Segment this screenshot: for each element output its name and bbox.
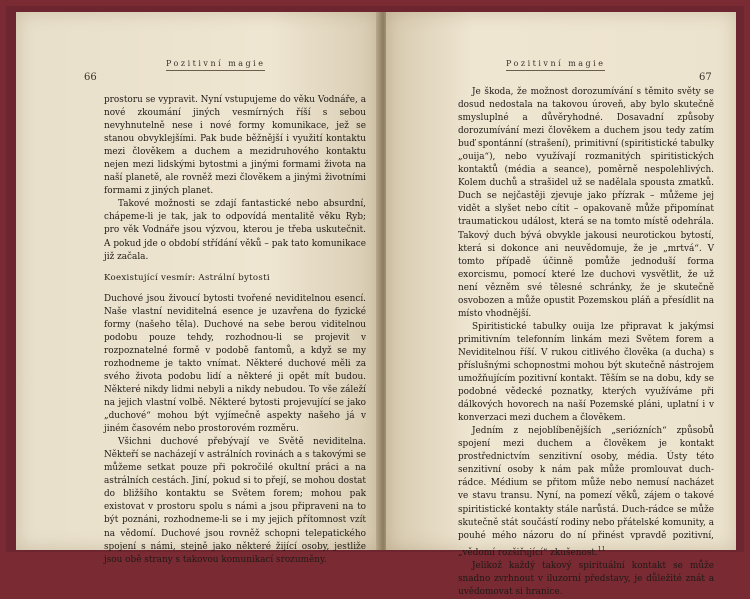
paragraph: Jelikož každý takový spirituální kontakt se může snadno zvrhnout v iluzorní představy, je důležité znát a uvědomovat si hranice. xyxy=(458,560,714,597)
paragraph: prostoru se vypravit. Nyní vstupujeme do věku Vodnáře, a nové zkoumání jiných vesmírných říší s sebou nevyhnutelně nese i nové formy komunikace, jež se stanou obvyklejšími. Pak bude běžnější i využití kontaktu mezi člověkem a duchem a mezidruhového kontaktu nejen mezi lidskými bytostmi a jinými formami života na naší planetě, ale rovněž mezi člověkem a jinými životními formami z jiných planet. xyxy=(104,95,366,197)
paragraph xyxy=(458,425,714,559)
book-spread xyxy=(6,6,744,597)
paragraph: Je škoda, že možnost dorozumívání s těmito světy se dosud nedostala na takovou úroveň, aby bylo skutečně smysluplné a důvěryhodné. Dosavadní způsoby dorozumívání mezi člověkem a duchem jsou tedy zatím buď spontánní (strašení), primitivní (spiritistické tabulky „ouija“), nebo využívají rozmanitých spiritistických kontaktů (média a seance), poměrně nespolehlivých. Kolem duchů a strašidel už se nadělala spousta zmatků. Duch se nejčastěji zjevuje jako přízrak – můžeme jej vidět a slyšet nebo cítit – opakovaně může připomínat traumatickou událost, která se na tomto místě odehrála. Takový duch bývá obvykle jakousi neurotickou bytostí, která si dokonce ani neuvědomuje, že je „mrtvá“. V tomto případě účinně pomůže jednoduší forma exorcismu, pomocí které lze duchovi vysvětlit, že už není vězněm své tělesné schránky, že je skutečně osvobozen a může opustit Pozemskou pláň a přesídlit na místo vhodnější. xyxy=(458,87,714,319)
right-page-text xyxy=(458,86,714,599)
section-heading: Koexistující vesmír: Astrální bytosti xyxy=(104,272,270,283)
paragraph: Všichni duchové přebývají ve Světě neviditelna. Někteří se nacházejí v astrálních rovinách a s takovými se můžeme setkat pouze při pokročilé okultní práci a na astrálních cestách. Jiní, pokud si to přejí, se mohou dostat do bližšího kontaktu se Světem forem; mohou pak existovat v prostoru spolu s námi a jsou připraveni na to být poznáni, rozhodneme-li se i my jejich přítomnost vzít na vědomí. Duchové jsou rovněž schopni telepatického spojení s námi, stejně jako některé žijící osoby, jestliže jsou obě strany s takovou komunikací srozuměny. xyxy=(104,437,366,565)
right-page xyxy=(386,12,736,597)
running-head-right: Pozitivní magie xyxy=(506,59,605,71)
paragraph: Takové možnosti se zdají fantastické nebo absurdní, chápeme-li je tak, jak to odpovídá mentalitě věku Ryb; pro věk Vodnáře jsou výzvou, kterou je třeba uskutečnit. A pokud jde o období střídání věků – pak tato komunikace již začala. xyxy=(104,199,366,262)
paragraph: Spiritistické tabulky ouija lze připravat k jakýmsi primitivním telefonním linkám mezi Světem forem a Neviditelnou říší. V rukou citlivého člověka (a ducha) s příslušnými schopnostmi mohou být skutečně nástrojem umožňujícím pozitivní kontakt. Těším se na dobu, kdy se podobné vědecké poznatky, kterých využíváme při dálkových hovorech na naší Pozemské pláni, uplatní i v konverzaci mezi duchem a člověkem. xyxy=(458,321,714,424)
running-head-left: Pozitivní magie xyxy=(166,59,265,71)
page-number-right: 67 xyxy=(699,72,712,83)
paragraph-text: Jedním z nejoblíbenějších „seriózních“ způsobů spojení mezi duchem a člověkem je kontakt prostřednictvím senzitivní osoby, média. Ústy této senzitivní osoby k nám pak může promlouvat duch-rádce. Médium se přitom může nebo nemusí nacházet ve stavu transu. Nyní, na pomezí věků, zájem o takové spiritistické kontakty stále narůstá. Duch-rádce se může skutečně stát součástí rodiny nebo přátelské komunity, a pouhé mého názoru do ní přinést vpravdě pozitivní, „vědomí rozšiřující“ zkušenost. xyxy=(458,426,714,558)
paragraph: Duchové jsou živoucí bytosti tvořené neviditelnou esencí. Naše vlastní neviditelná esence je uzavřena do fyzické formy (našeho těla). Duchové na sebe berou viditelnou podobu pouze tehdy, rozhodnou-li se projevit v rozpoznatelné formě v podobě fantomů, a když se my rozhodneme je takto vnímat. Některé duchové měli za svého života podobu lidí a některé ji opět mít budou. Některé nikdy lidmi nebyli a nikdy nebudou. To vše záleží na jejich vlastní volbě. Některé bytosti projevující se jako „duchové“ mohou být vyjímečně aspekty našeho já v jiném časovém nebo prostorovém rozměru. xyxy=(104,293,366,435)
footnote-marker: 11 xyxy=(597,545,606,553)
left-page xyxy=(16,12,378,565)
left-page-text xyxy=(104,94,366,567)
page-number-left: 66 xyxy=(84,72,97,83)
